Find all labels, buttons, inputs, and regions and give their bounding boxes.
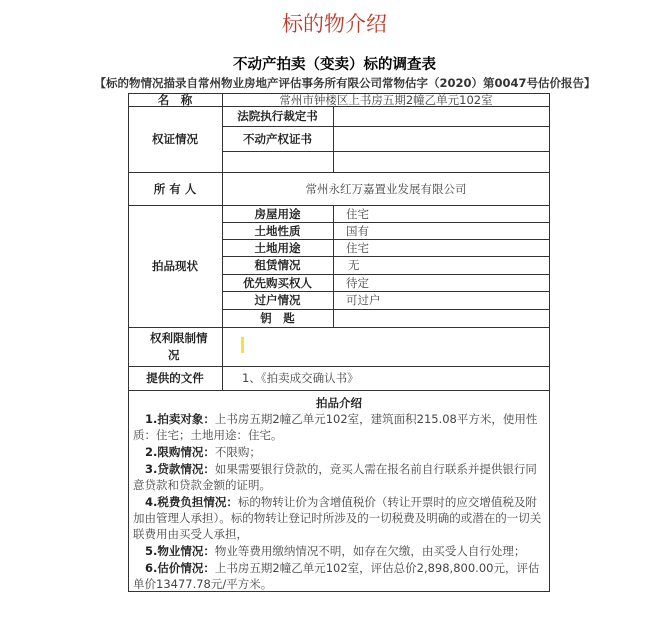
intro-item — [133, 461, 545, 493]
cert-label: 权证情况 — [152, 132, 198, 146]
intro-item-key: 6.估价情况： — [145, 561, 215, 575]
status-row-value: 可过户 — [346, 293, 381, 307]
status-row-value: 国有 — [346, 223, 369, 238]
status-row-value: 无 — [348, 258, 360, 272]
intro-item-text: 如果需要银行贷款的，竞买人需在报名前自行联系并提供银行同意贷款和贷款金额的证明。 — [133, 462, 537, 492]
court-cert-label: 法院执行裁定书 — [237, 109, 318, 123]
status-row-value: 住宅 — [346, 206, 369, 221]
status-row-label: 钥 匙 — [260, 311, 295, 325]
intro-item — [133, 560, 545, 592]
intro-item-text: 上书房五期2幢乙单元102室，建筑面积215.08平方米，使用性质：住宅；土地用途：住宅。 — [133, 412, 538, 442]
document-title: 不动产拍卖（变卖）标的调查表 — [233, 57, 436, 73]
status-row-label: 土地用途 — [254, 240, 301, 255]
intro-item-key: 3.贷款情况： — [145, 462, 215, 476]
item-introduction — [133, 395, 545, 593]
name-label: 名 称 — [157, 93, 193, 106]
intro-item-key: 4.税费负担情况： — [145, 495, 238, 509]
intro-item — [133, 411, 545, 443]
table-rule — [333, 205, 334, 327]
status-row-label: 优先购买权人 — [243, 275, 312, 290]
table-rule — [333, 106, 334, 172]
documents-label: 提供的文件 — [146, 371, 204, 385]
owner-label: 所 有 人 — [153, 181, 197, 196]
restriction-label-line1: 权利限制情 — [150, 331, 208, 345]
documents-value: 1、《拍卖成交确认书》 — [242, 371, 359, 385]
status-label: 拍品现状 — [152, 259, 198, 273]
status-row-value: 住宅 — [346, 240, 369, 255]
property-cert-label: 不动产权证书 — [243, 131, 312, 146]
status-row-label: 租赁情况 — [254, 258, 301, 272]
restriction-label-line2: 况 — [168, 348, 180, 362]
table-rule — [222, 151, 550, 152]
intro-item — [133, 543, 545, 559]
intro-item-text: 标的物转让价为含增值税价（转让开票时的应交增值税及附加由管理人承担）。标的物转让登记时所涉及的一切税费及明确的或潜在的一切关联费用由买受人承担， — [133, 495, 542, 541]
intro-item-text: 不限购； — [214, 445, 261, 459]
page-title: 标的物介绍 — [282, 12, 387, 36]
intro-item-key: 1.拍卖对象： — [145, 412, 215, 426]
source-reference: 【标的物情况描录自常州物业房地产评估事务所有限公司常物估字（2020）第0047号估价报告】 — [94, 76, 596, 90]
table-rule — [128, 327, 550, 328]
intro-item-text: 上书房五期2幢乙单元102室，评估总价2,898,800.00元，评估单价13477.78元/平方米。 — [133, 561, 540, 591]
status-row-label: 土地性质 — [254, 223, 301, 238]
status-row-value: 待定 — [346, 275, 369, 290]
intro-item-text: 物业等费用缴纳情况不明，如存在欠缴，由买受人自行处理； — [214, 544, 526, 558]
intro-item-key: 5.物业情况： — [145, 544, 215, 558]
intro-item — [133, 444, 545, 460]
intro-title: 拍品介绍 — [316, 396, 362, 410]
table-rule — [128, 390, 550, 391]
highlight-marker — [241, 337, 244, 353]
status-row-value — [346, 309, 546, 327]
intro-item — [133, 494, 545, 542]
intro-item-key: 2.限购情况： — [145, 445, 215, 459]
owner-value: 常州永红万嘉置业发展有限公司 — [305, 181, 467, 196]
status-row-label: 房屋用途 — [254, 206, 301, 221]
name-value: 常州市钟楼区上书房五期2幢乙单元102室 — [279, 93, 493, 106]
status-row-label: 过户情况 — [254, 293, 301, 307]
